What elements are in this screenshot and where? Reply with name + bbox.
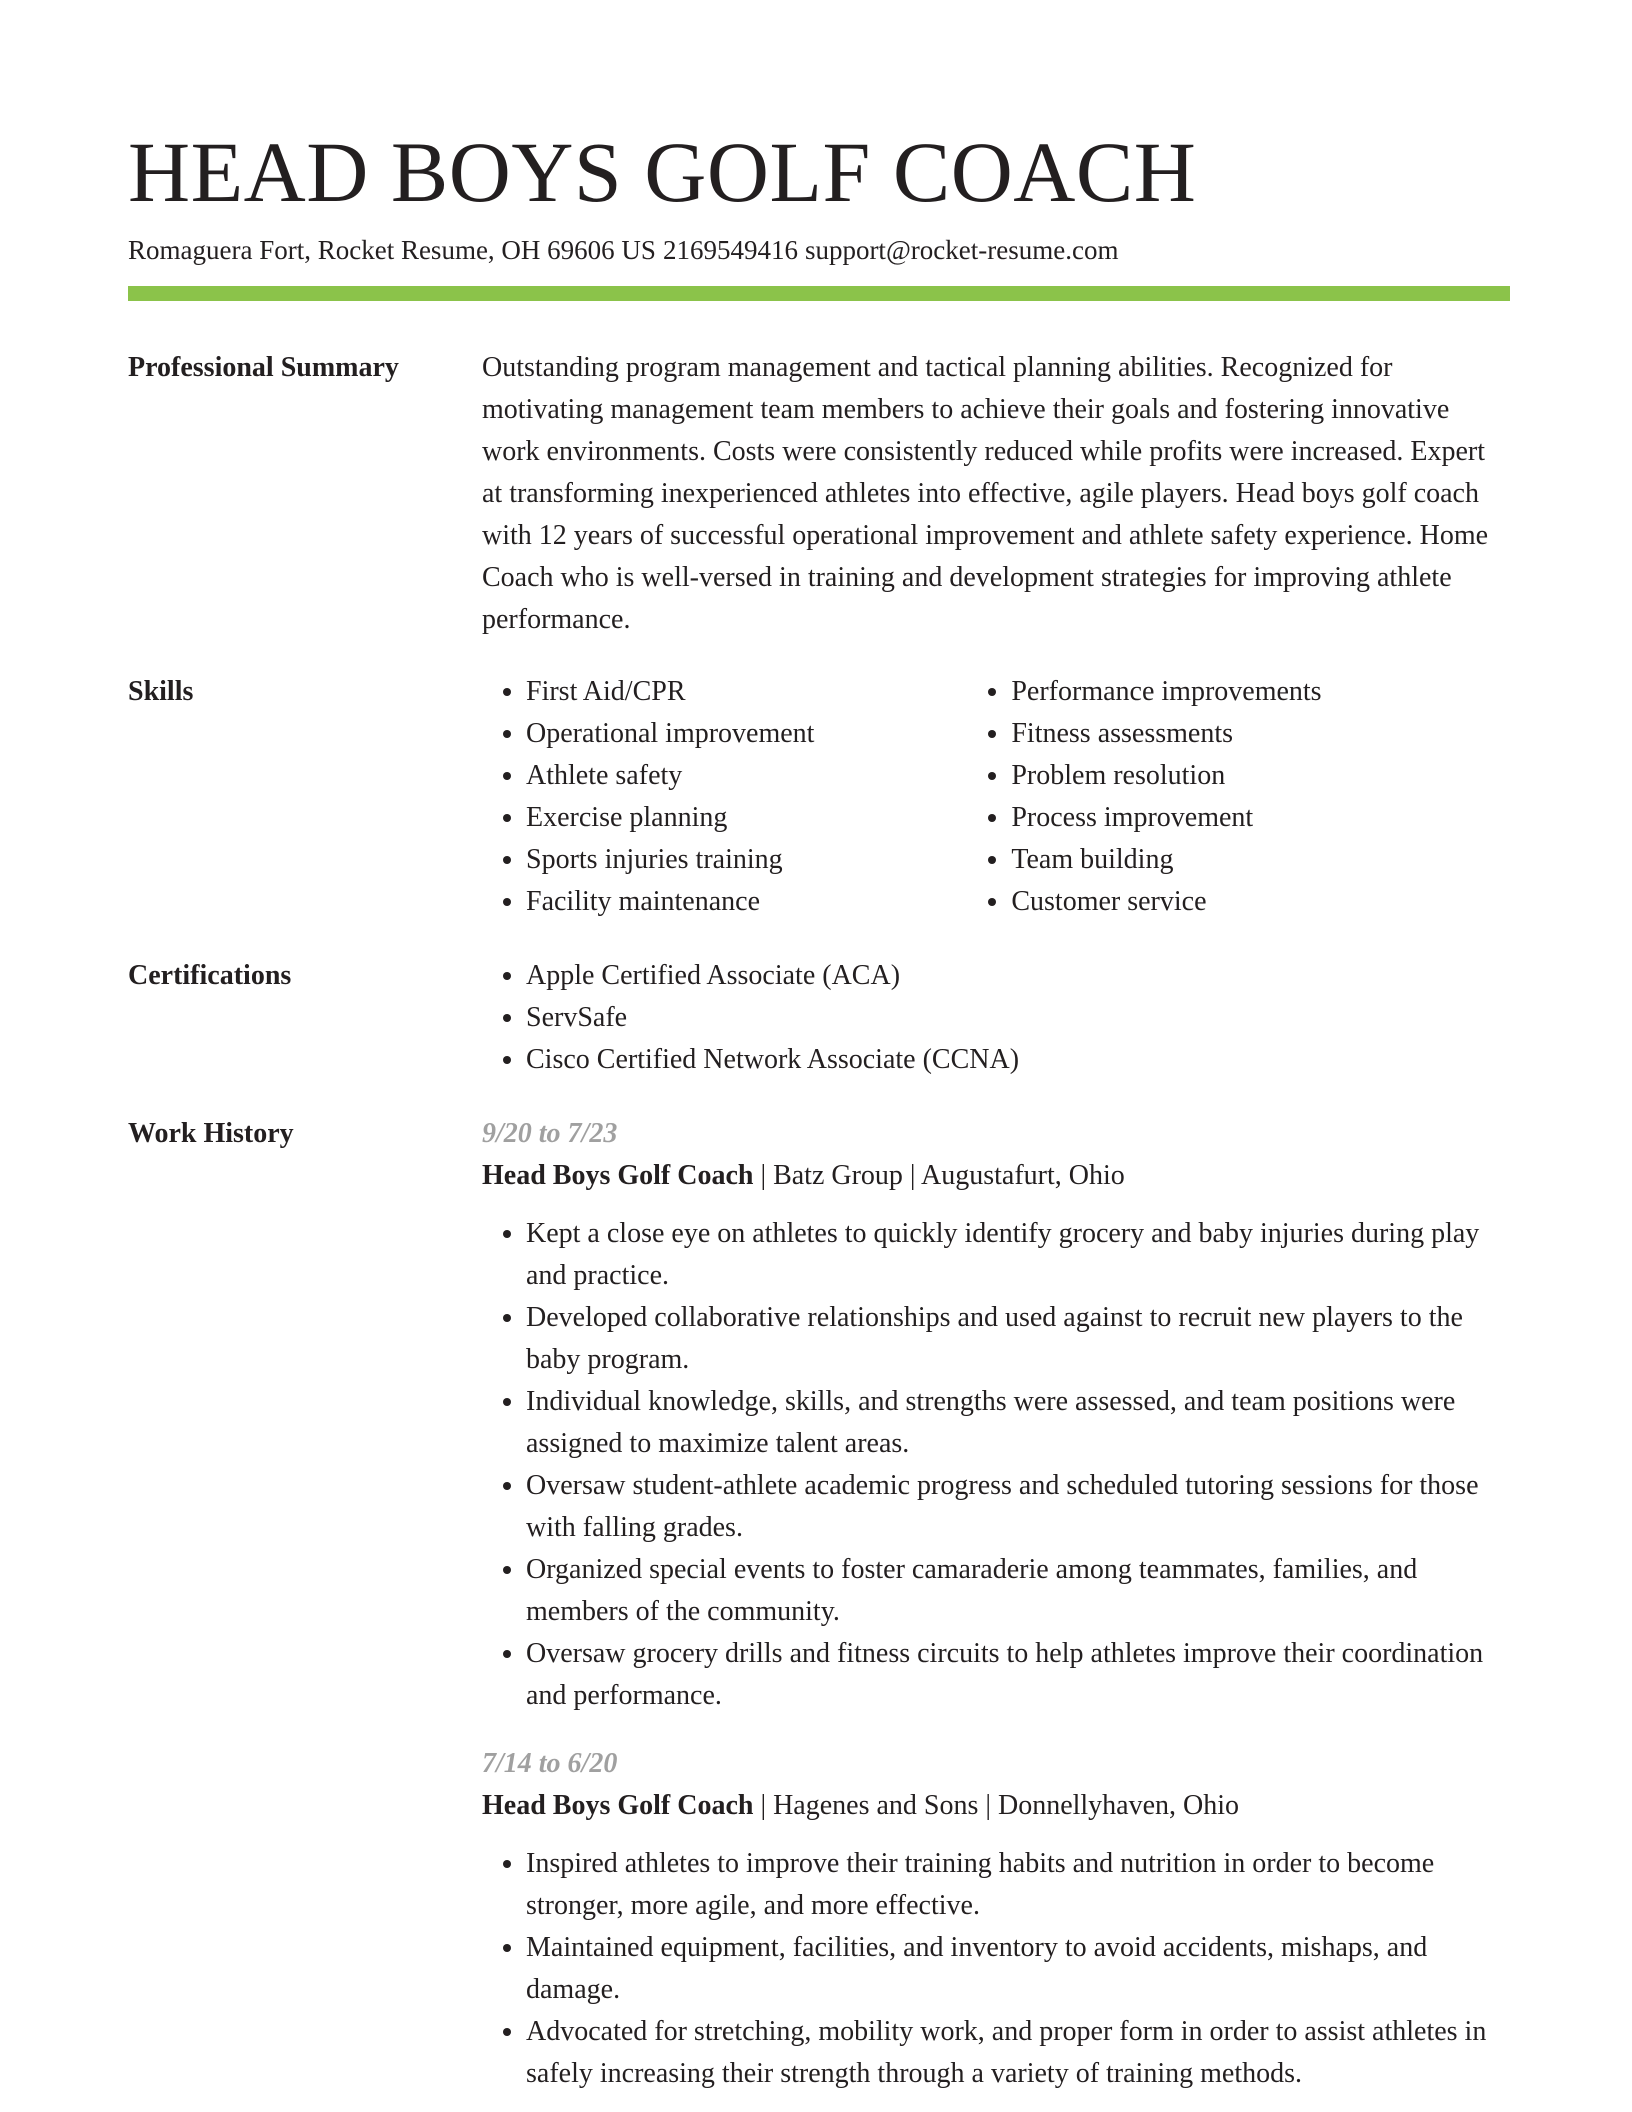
skill-item: • Fitness assessments [1011, 713, 1510, 755]
job-header [482, 1155, 1510, 1197]
skill-item: • Facility maintenance [526, 881, 967, 923]
job-bullet: • Oversaw student-athlete academic progress and scheduled tutoring sessions for those with falling grades. [526, 1465, 1510, 1549]
skill-item: • Operational improvement [526, 713, 967, 755]
job-dates: 9/20 to 7/23 [482, 1118, 618, 1149]
job-bullet: • Kept a close eye on athletes to quickly identify grocery and baby injuries during play and practice. [526, 1213, 1510, 1297]
job-bullet: • Maintained equipment, facilities, and inventory to avoid accidents, mishaps, and damage. [526, 1927, 1510, 2011]
contact-line [128, 232, 1125, 268]
job-bullet: • Developed collaborative relationships and used against to recruit new players to the baby program. [526, 1297, 1510, 1381]
skill-item: • Team building [1011, 839, 1510, 881]
job-bullet: • Oversaw grocery drills and fitness circuits to help athletes improve their coordination and performance. [526, 1633, 1510, 1717]
skill-item: • Problem resolution [1011, 755, 1510, 797]
job-bullet: • Individual knowledge, skills, and strengths were assessed, and team positions were assigned to maximize talent areas. [526, 1381, 1510, 1465]
job-bullets [482, 1843, 1510, 2095]
skills-list-right [967, 671, 1510, 923]
skill-item: • Customer service [1011, 881, 1510, 923]
skill-item: • First Aid/CPR [526, 671, 967, 713]
job-dates: 7/14 to 6/20 [482, 1748, 618, 1779]
skills-heading: Skills [128, 676, 194, 707]
work-history-heading: Work History [128, 1118, 294, 1149]
job-header [482, 1785, 1510, 1827]
email: support@rocket-resume.com [804, 235, 1119, 265]
resume-title: HEAD BOYS GOLF COACH [128, 124, 1197, 220]
job-bullet: • Organized special events to foster camaraderie among teammates, families, and members of the community. [526, 1549, 1510, 1633]
job-bullet: • Inspired athletes to improve their training habits and nutrition in order to become stronger, more agile, and more effective. [526, 1843, 1510, 1927]
phone: 2169549416 [662, 235, 798, 265]
skills-list-left [482, 671, 967, 923]
certifications-heading: Certifications [128, 960, 292, 991]
job-details: | Hagenes and Sons | Donnellyhaven, Ohio [753, 1790, 1240, 1821]
job-details: | Batz Group | Augustafurt, Ohio [753, 1160, 1125, 1191]
skill-item: • Exercise planning [526, 797, 967, 839]
skill-item: • Process improvement [1011, 797, 1510, 839]
skill-item: • Performance improvements [1011, 671, 1510, 713]
skill-item: • Sports injuries training [526, 839, 967, 881]
summary-heading: Professional Summary [128, 352, 399, 383]
job-bullet: • Advocated for stretching, mobility work, and proper form in order to assist athletes in safely increasing their strength through a variety of training methods. [526, 2011, 1510, 2095]
job-role: Head Boys Golf Coach [482, 1160, 754, 1191]
job-role: Head Boys Golf Coach [482, 1790, 754, 1821]
job-entry [482, 1113, 1510, 1717]
certification-item: • Cisco Certified Network Associate (CCNA) [526, 1039, 1510, 1081]
address: Romaguera Fort, Rocket Resume, OH 69606 US [128, 235, 656, 265]
job-bullets [482, 1213, 1510, 1717]
certifications-list [482, 955, 1510, 1081]
header-divider [128, 286, 1510, 301]
summary-text: Outstanding program management and tactical planning abilities. Recognized for motivating management team members to achieve their goals and fostering innovative work environments. Costs were consistently reduced while profits were increased. Expert at transforming inexperienced athletes into effective, agile players. Head boys golf coach with 12 years of successful operational improvement and athlete safety experience. Home Coach who is well-versed in training and development strategies for improving athlete performance. [482, 352, 1489, 635]
certification-item: • Apple Certified Associate (ACA) [526, 955, 1510, 997]
skill-item: • Athlete safety [526, 755, 967, 797]
job-entry [482, 1743, 1510, 2095]
certification-item: • ServSafe [526, 997, 1510, 1039]
